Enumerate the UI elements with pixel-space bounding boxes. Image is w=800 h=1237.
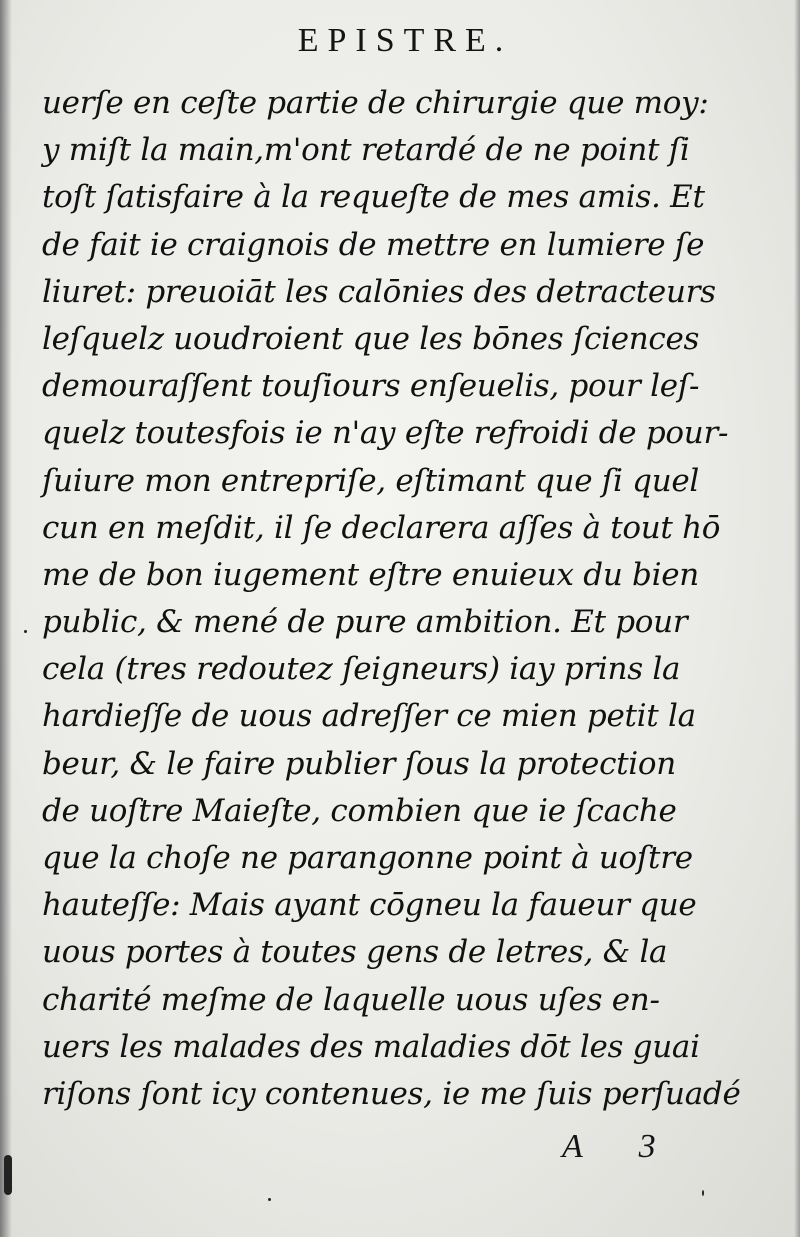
text-line: beur, & le faire publier ſous la protection xyxy=(42,745,676,782)
text-line: public, & mené de pure ambition. Et pour xyxy=(42,604,688,641)
text-line: quelz toutesfois ie n'ay eſte refroidi de pour- xyxy=(42,415,729,452)
text-line: cun en meſdit, il ſe declarera aſſes à tout hō xyxy=(42,509,721,546)
page-edge-shadow xyxy=(794,0,800,1237)
text-line: uerſe en ceſte partie de chirurgie que moy: xyxy=(42,85,709,121)
text-line: uous portes à toutes gens de letres, & la xyxy=(42,934,668,971)
text-line: riſons ſont icy contenues, ie me ſuis perſuadé xyxy=(42,1075,741,1112)
ink-speck xyxy=(4,1155,12,1195)
text-line: uers les malades des maladies dōt les guai xyxy=(42,1028,700,1065)
ink-speck xyxy=(268,1198,271,1201)
text-line: ſuiure mon entrepriſe, eſtimant que ſi quel xyxy=(42,462,700,499)
text-line: demouraſſent touſiours enſeuelis, pour leſ- xyxy=(42,368,700,405)
text-line: que la choſe ne parangonne point à uoſtre xyxy=(42,840,693,876)
page-gutter-shadow xyxy=(0,0,12,1237)
text-line: charité meſme de laquelle uous uſes en- xyxy=(42,981,660,1018)
running-head: EPISTRE. xyxy=(297,22,513,59)
text-line: cela (tres redoutez ſeigneurs) iay prins la xyxy=(42,651,681,688)
signature-mark: A 3 xyxy=(562,1128,680,1165)
text-line: hardieſſe de uous adreſſer ce mien petit la xyxy=(42,698,696,735)
text-line: de fait ie craignois de mettre en lumiere ſe xyxy=(42,226,705,263)
ink-speck xyxy=(702,1190,704,1196)
body-text xyxy=(42,80,762,1118)
text-line: leſquelz uoudroient que les bōnes ſciences xyxy=(42,320,700,357)
text-line: toſt ſatisfaire à la requeſte de mes amis. Et xyxy=(42,179,705,216)
text-line: de uoſtre Maieſte, combien que ie ſcache xyxy=(42,792,677,829)
text-line: hauteſſe: Mais ayant cōgneu la faueur que xyxy=(42,887,697,924)
text-line: me de bon iugement eſtre enuieux du bien xyxy=(42,556,699,593)
text-line: y miſt la main,m'ont retardé de ne point ſi xyxy=(42,132,690,169)
text-line: liuret: preuoiāt les calōnies des detracteurs xyxy=(42,273,716,310)
ink-speck xyxy=(24,630,27,633)
